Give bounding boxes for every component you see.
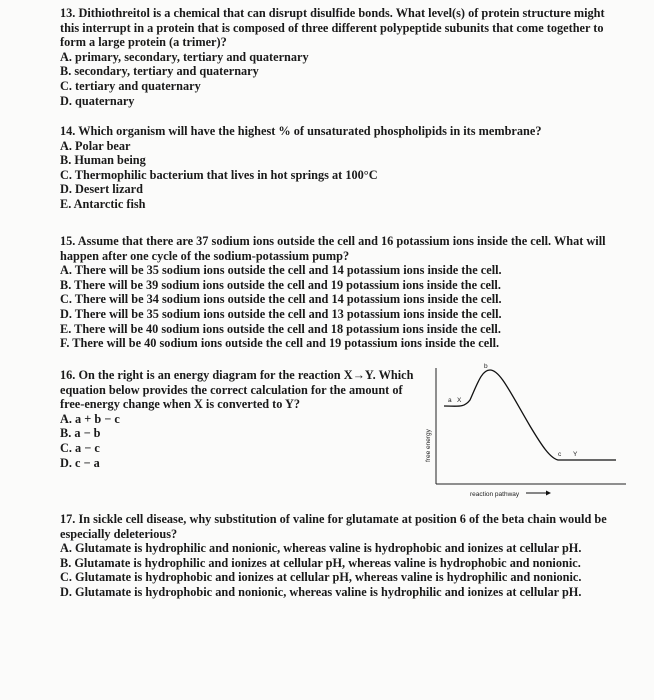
q13-option-c: C. tertiary and quaternary — [60, 78, 201, 93]
q15-option-b: B. There will be 39 sodium ions outside the cell and 19 potassium ions inside the cell. — [60, 277, 501, 292]
q13-option-b: B. secondary, tertiary and quaternary — [60, 64, 259, 79]
q16-option-b: B. a − b — [60, 426, 101, 441]
q15-option-f: F. There will be 40 sodium ions outside the cell and 19 potassium ions inside the cell. — [60, 336, 500, 351]
label-c: c — [558, 451, 562, 458]
q15-option-c: C. There will be 34 sodium ions outside the cell and 14 potassium ions inside the cell. — [60, 292, 502, 307]
question-14 — [60, 124, 620, 212]
energy-diagram-svg — [425, 362, 630, 502]
q14-option-a: A. Polar bear — [60, 138, 131, 153]
label-b: b — [484, 363, 488, 370]
q17-option-a: A. Glutamate is hydrophilic and nonionic, whereas valine is hydrophobic and ionizes at cellular pH. — [60, 541, 582, 556]
question-13 — [60, 6, 620, 108]
q15-option-d: D. There will be 35 sodium ions outside the cell and 13 potassium ions inside the cell. — [60, 306, 502, 321]
energy-diagram — [425, 362, 630, 502]
q16-option-a: A. a + b − c — [60, 411, 120, 426]
q16-option-c: C. a − c — [60, 440, 100, 455]
q17-option-c: C. Glutamate is hydrophobic and ionizes at cellular pH, whereas valine is hydrophilic and nonionic. — [60, 570, 582, 585]
question-15 — [60, 234, 620, 351]
label-y: Y — [573, 451, 578, 458]
question-17 — [60, 512, 620, 600]
q15-option-e: E. There will be 40 sodium ions outside the cell and 18 potassium ions inside the cell. — [60, 321, 501, 336]
question-16-stem: 16. On the right is an energy diagram for the reaction X→Y. Which equation below provides the correct calculation for the amount of free-energy change when X is converted to Y? — [60, 368, 414, 412]
q13-option-d: D. quaternary — [60, 93, 135, 108]
question-17-stem: 17. In sickle cell disease, why substitution of valine for glutamate at position 6 of the beta chain would be especially deleterious? — [60, 512, 607, 541]
y-axis-label: free energy — [425, 429, 432, 462]
q14-option-b: B. Human being — [60, 153, 146, 168]
q16-option-d: D. c − a — [60, 455, 100, 470]
q15-option-a: A. There will be 35 sodium ions outside the cell and 14 potassium ions inside the cell. — [60, 263, 502, 278]
label-a: a — [448, 397, 452, 404]
q14-option-d: D. Desert lizard — [60, 182, 143, 197]
x-axis-label: reaction pathway — [470, 491, 520, 498]
q13-option-a: A. primary, secondary, tertiary and quaternary — [60, 49, 309, 64]
question-16 — [60, 368, 420, 470]
x-axis-arrow-head — [546, 491, 551, 496]
question-15-stem: 15. Assume that there are 37 sodium ions outside the cell and 16 potassium ions inside the cell. What will happen after one cycle of the sodium-potassium pump? — [60, 234, 606, 263]
question-13-stem: 13. Dithiothreitol is a chemical that can disrupt disulfide bonds. What level(s) of protein structure might this interrupt in a protein that is composed of three different polypeptide subunits that come together to form a large protein (a trimer)? — [60, 6, 605, 50]
question-14-stem: 14. Which organism will have the highest % of unsaturated phospholipids in its membrane? — [60, 124, 542, 138]
label-x: X — [457, 397, 462, 404]
energy-curve — [444, 370, 616, 460]
q17-option-b: B. Glutamate is hydrophilic and ionizes at cellular pH, whereas valine is hydrophobic and nonionic. — [60, 555, 581, 570]
q14-option-c: C. Thermophilic bacterium that lives in hot springs at 100°C — [60, 167, 378, 182]
q17-option-d: D. Glutamate is hydrophobic and nonionic, whereas valine is hydrophilic and ionizes at cellular pH. — [60, 584, 582, 599]
q14-option-e: E. Antarctic fish — [60, 196, 146, 211]
